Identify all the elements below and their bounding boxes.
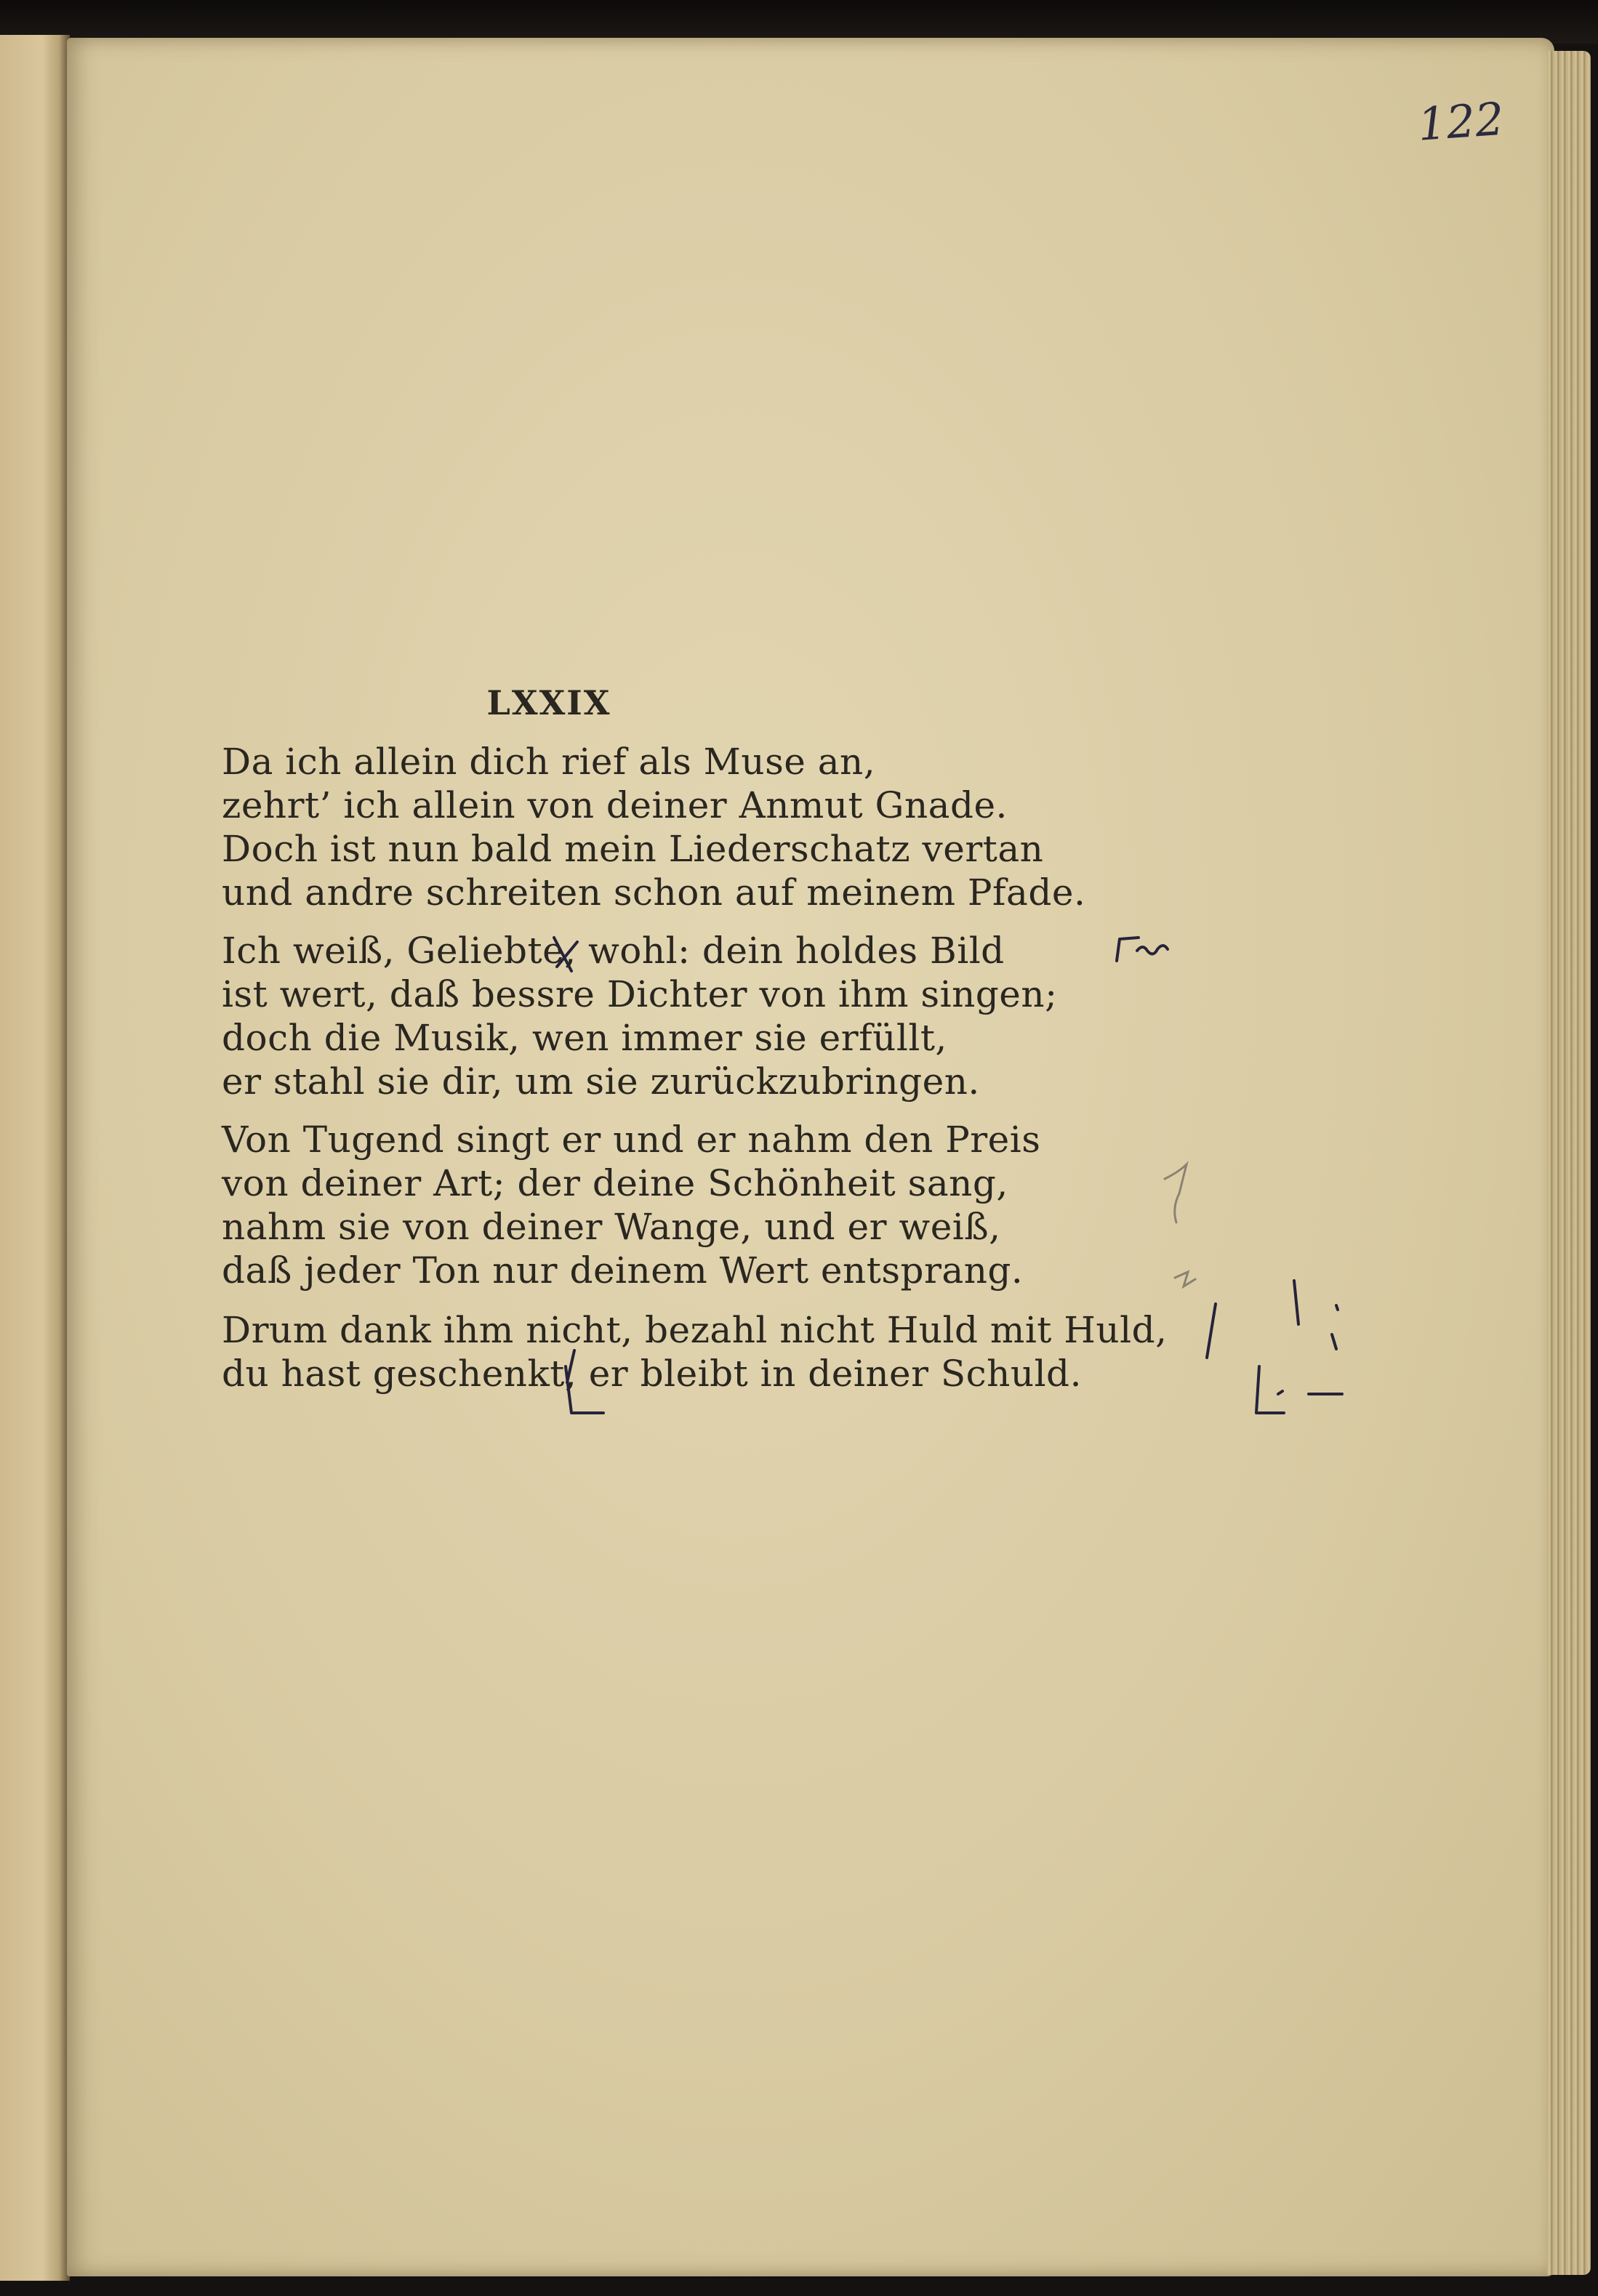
poem-line: Drum dank ihm nicht, bezahl nicht Huld mit Huld, [222, 1309, 1168, 1351]
page-number: 122 [1416, 92, 1506, 151]
poem-title: LXXIX [486, 683, 611, 722]
poem-line: und andre schreiten schon auf meinem Pfade. [222, 871, 1086, 914]
poem-line: zehrt’ ich allein von deiner Anmut Gnade. [222, 784, 1008, 826]
poem-line: Ich weiß, Geliebte, wohl: dein holdes Bild [222, 930, 1005, 972]
poem-line: Doch ist nun bald mein Liederschatz vertan [222, 828, 1044, 870]
poem-line: doch die Musik, wen immer sie erfüllt, [222, 1017, 947, 1059]
stanza-3 [222, 1118, 1254, 1292]
poem-line: Von Tugend singt er und er nahm den Preis [222, 1119, 1041, 1161]
facing-page-edge [0, 35, 70, 2281]
stanza-2 [222, 929, 1254, 1103]
poem-line: Da ich allein dich rief als Muse an, [222, 741, 876, 783]
poem-line: daß jeder Ton nur deinem Wert entsprang. [222, 1249, 1024, 1292]
poem-line: er stahl sie dir, um sie zurückzubringen. [222, 1060, 980, 1103]
poem-line: nahm sie von deiner Wange, und er weiß, [222, 1206, 1001, 1248]
poem-line: du hast geschenkt, er bleibt in deiner Schuld. [222, 1353, 1082, 1395]
poem-line: ist wert, daß bessre Dichter von ihm singen; [222, 973, 1058, 1015]
poem-line: von deiner Art; der deine Schönheit sang, [222, 1162, 1008, 1204]
book-spine-shadow [0, 0, 1598, 44]
page-edges [1547, 51, 1591, 2275]
stanza-4 [222, 1308, 1254, 1395]
stanza-1 [222, 740, 1254, 914]
